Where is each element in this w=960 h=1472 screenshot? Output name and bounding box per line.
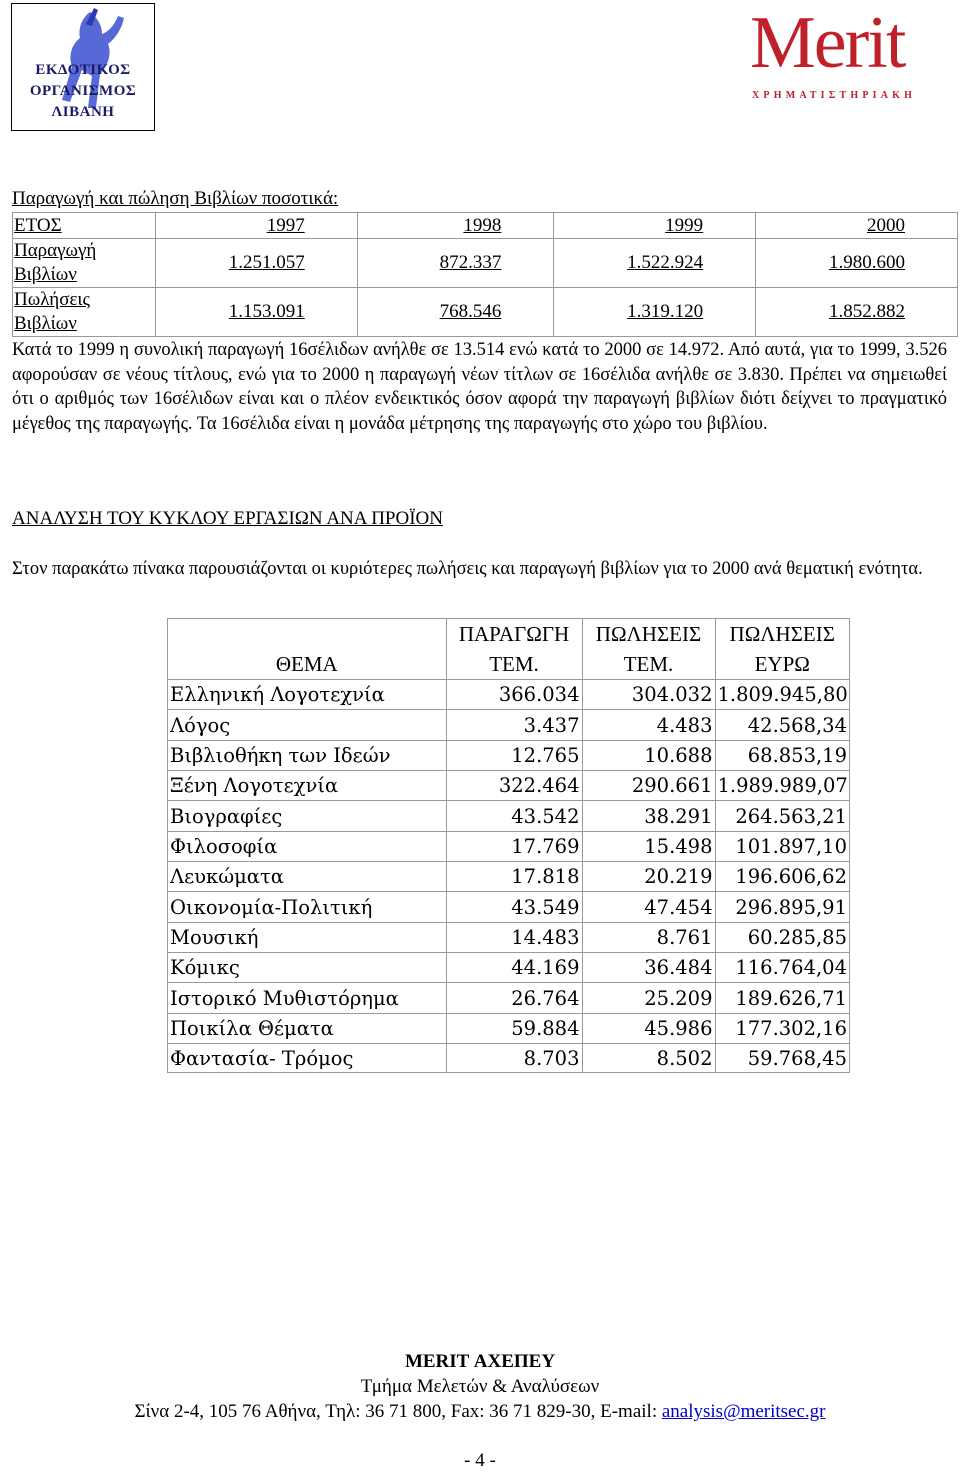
value-cell: 1.989.989,07 xyxy=(715,771,849,801)
value-cell: 14.483 xyxy=(446,922,582,952)
value-cell: 36.484 xyxy=(582,953,715,983)
category-cell: Οικονομία-Πολιτική xyxy=(168,892,446,922)
logo-line-3: ΛΙΒΑΝΗ xyxy=(51,104,115,120)
category-cell: Λευκώματα xyxy=(168,862,446,892)
value-cell: 366.034 xyxy=(446,680,582,710)
value-cell: 189.626,71 xyxy=(715,983,849,1013)
table-row xyxy=(168,801,849,831)
value-cell: 8.502 xyxy=(582,1044,715,1073)
table-cell: 1997 xyxy=(155,213,357,239)
table-row xyxy=(168,892,849,922)
table-row xyxy=(13,239,958,288)
table-row xyxy=(168,862,849,892)
value-cell: 17.818 xyxy=(446,862,582,892)
section-heading: ΑΝΑΛΥΣΗ ΤΟΥ ΚΥΚΛΟΥ ΕΡΓΑΣΙΩΝ ΑΝΑ ΠΡΟΪΟΝ xyxy=(12,508,443,529)
header-cell: ΕΥΡΩ xyxy=(715,649,849,680)
table-row xyxy=(168,771,849,801)
production-sales-title: Παραγωγή και πώληση Βιβλίων ποσοτικά: xyxy=(12,188,339,209)
table-header-row xyxy=(168,619,849,649)
table-cell: Παραγωγή Βιβλίων xyxy=(13,239,156,288)
header-cell: ΠΩΛΗΣΕΙΣ xyxy=(729,622,835,646)
table-row xyxy=(168,680,849,710)
footer-address: Σίνα 2-4, 105 76 Αθήνα, Τηλ: 36 71 800, Fax: 36 71 829-30, E-mail: xyxy=(134,1401,658,1422)
category-cell: Κόμικς xyxy=(168,953,446,983)
table-cell: 2000 xyxy=(756,213,958,239)
value-cell: 43.542 xyxy=(446,801,582,831)
value-cell: 45.986 xyxy=(582,1013,715,1043)
table-row xyxy=(168,740,849,770)
table-row xyxy=(168,1044,849,1073)
table-cell: 768.546 xyxy=(357,288,554,337)
category-cell: Ελληνική Λογοτεχνία xyxy=(168,680,446,710)
value-cell: 43.549 xyxy=(446,892,582,922)
category-sales-table xyxy=(167,618,850,1073)
table-cell: 1998 xyxy=(357,213,554,239)
value-cell: 26.764 xyxy=(446,983,582,1013)
merit-brand-text: Merit xyxy=(750,2,905,84)
value-cell: 42.568,34 xyxy=(715,710,849,740)
value-cell: 10.688 xyxy=(582,740,715,770)
table-cell: Πωλήσεις Βιβλίων xyxy=(13,288,156,337)
category-cell: Ξένη Λογοτεχνία xyxy=(168,771,446,801)
header-cell: ΠΩΛΗΣΕΙΣ xyxy=(582,619,715,649)
value-cell: 8.703 xyxy=(446,1044,582,1073)
merit-subtitle: ΧΡΗΜΑΤΙΣΤΗΡΙΑΚΗ xyxy=(752,90,917,101)
footer-contact xyxy=(0,1401,960,1423)
table-cell: ΕΤΟΣ xyxy=(13,213,156,239)
table-row xyxy=(13,288,958,337)
header-cell: ΘΕΜΑ xyxy=(168,649,446,680)
value-cell: 60.285,85 xyxy=(715,922,849,952)
header-cell xyxy=(168,619,446,649)
table-cell: 1.251.057 xyxy=(155,239,357,288)
table-row xyxy=(168,710,849,740)
footer-department: Τμήμα Μελετών & Αναλύσεων xyxy=(360,1376,600,1397)
table-cell: 1999 xyxy=(554,213,756,239)
table-cell: 1.852.882 xyxy=(756,288,958,337)
table-row xyxy=(168,983,849,1013)
value-cell: 44.169 xyxy=(446,953,582,983)
header-cell: ΤΕΜ. xyxy=(446,649,582,680)
table-cell: 872.337 xyxy=(357,239,554,288)
table-row xyxy=(168,831,849,861)
value-cell: 17.769 xyxy=(446,831,582,861)
category-cell: Βιβλιοθήκη των Ιδεών xyxy=(168,740,446,770)
table-header-row xyxy=(168,649,849,680)
value-cell: 47.454 xyxy=(582,892,715,922)
category-cell: Φαντασία- Τρόμος xyxy=(168,1044,446,1073)
value-cell: 8.761 xyxy=(582,922,715,952)
table-row xyxy=(168,1013,849,1043)
merit-logo xyxy=(750,2,935,106)
value-cell: 290.661 xyxy=(582,771,715,801)
footer-company: MERIT ΑΧΕΠΕΥ xyxy=(404,1351,556,1372)
value-cell: 59.768,45 xyxy=(747,1047,847,1071)
value-cell: 59.884 xyxy=(446,1013,582,1043)
value-cell: 68.853,19 xyxy=(715,740,849,770)
value-cell: 101.897,10 xyxy=(715,831,849,861)
value-cell: 116.764,04 xyxy=(715,953,849,983)
value-cell: 304.032 xyxy=(582,680,715,710)
category-cell: Βιογραφίες xyxy=(168,801,446,831)
value-cell: 3.437 xyxy=(446,710,582,740)
category-cell: Μουσική xyxy=(168,922,446,952)
value-cell: 322.464 xyxy=(446,771,582,801)
value-cell: 25.209 xyxy=(582,983,715,1013)
yearly-production-table xyxy=(12,212,958,337)
page-number: - 4 - xyxy=(464,1450,496,1471)
logo-line-2: ΟΡΓΑΝΙΣΜΟΣ xyxy=(29,83,137,99)
publisher-logo xyxy=(11,3,155,131)
category-cell: Ποικίλα Θέματα xyxy=(168,1013,446,1043)
value-cell: 177.302,16 xyxy=(715,1013,849,1043)
value-cell: 296.895,91 xyxy=(715,892,849,922)
table-cell: 1.522.924 xyxy=(554,239,756,288)
value-cell: 15.498 xyxy=(582,831,715,861)
value-cell: 12.765 xyxy=(446,740,582,770)
table-row xyxy=(168,953,849,983)
value-cell: 20.219 xyxy=(582,862,715,892)
value-cell: 196.606,62 xyxy=(715,862,849,892)
table-cell: 1.319.120 xyxy=(554,288,756,337)
email-link[interactable]: analysis@meritsec.gr xyxy=(661,1401,826,1422)
category-cell: Ιστορικό Μυθιστόρημα xyxy=(168,983,446,1013)
table-cell: 1.980.600 xyxy=(756,239,958,288)
table-header-row xyxy=(13,213,958,239)
table-cell: 1.153.091 xyxy=(155,288,357,337)
header-cell: ΠΑΡΑΓΩΓΗ xyxy=(446,619,582,649)
value-cell: 38.291 xyxy=(582,801,715,831)
body-paragraph-1: Κατά το 1999 η συνολική παραγωγή 16σέλιδων ανήλθε σε 13.514 ενώ κατά το 2000 σε 14.972. Από αυτά, για το 1999, 3.526 αφορούσαν σε νέους τίτλους, ενώ για το 2000 η παραγωγή νέων τίτλων σε 16σέλιδα ανήλθε σε 3.830. Πρέπει να σημειωθεί ότι ο αριθμός των 16σέλιδων είναι και ο πλέον ενδεικτικός όσον αφορά την παραγωγή βιβλίων διότι δείχνει το πραγματικό μέγεθος της παραγωγής. Τα 16σέλιδα είναι η μονάδα μέτρησης της παραγωγής στο χώρο του βιβλίου. xyxy=(12,340,947,434)
body-paragraph-2: Στον παρακάτω πίνακα παρουσιάζονται οι κυριότερες πωλήσεις και παραγωγή βιβλίων για το 2000 ανά θεματική ενότητα. xyxy=(12,559,923,579)
value-cell: 1.809.945,80 xyxy=(715,680,849,710)
value-cell: 264.563,21 xyxy=(715,801,849,831)
value-cell: 4.483 xyxy=(582,710,715,740)
table-row xyxy=(168,922,849,952)
category-cell: Φιλοσοφία xyxy=(168,831,446,861)
header-cell: ΤΕΜ. xyxy=(582,649,715,680)
category-cell: Λόγος xyxy=(168,710,446,740)
logo-line-1: ΕΚΔΟΤΙΚΟΣ xyxy=(35,62,131,78)
